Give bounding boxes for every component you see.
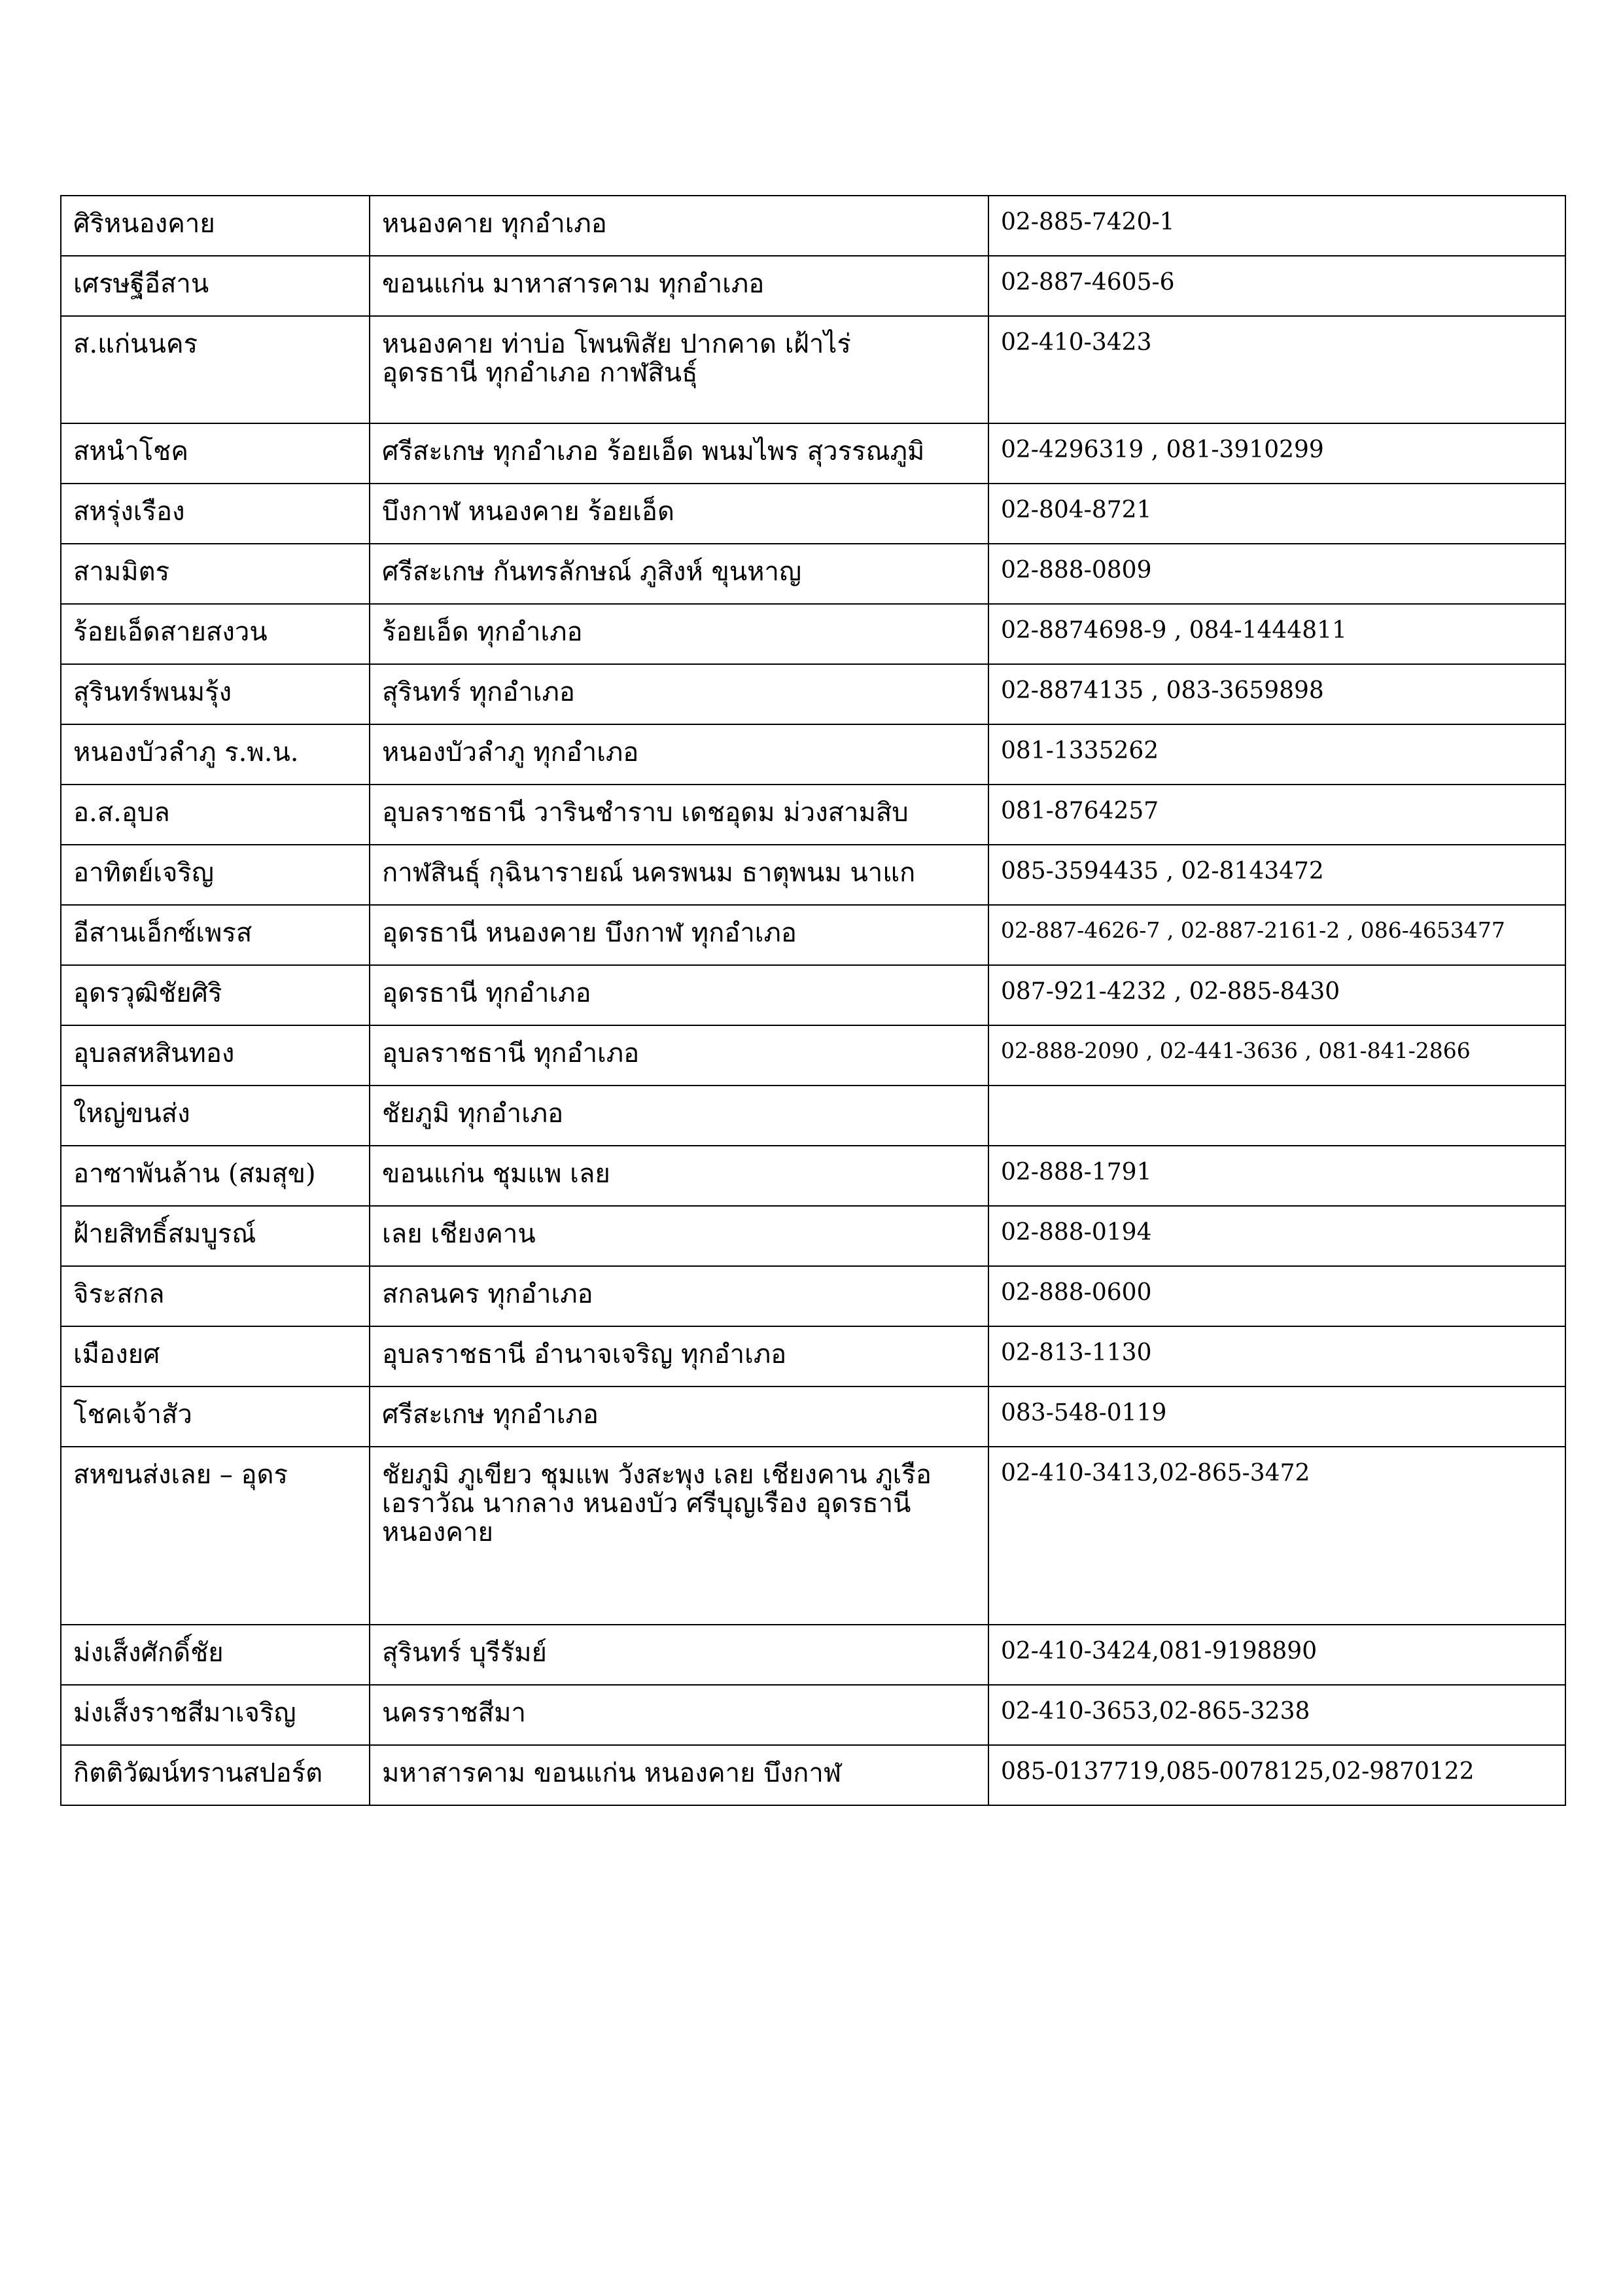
table-row — [61, 724, 1565, 785]
table-row — [61, 544, 1565, 604]
table-row — [61, 1685, 1565, 1745]
route-cell — [370, 1745, 988, 1805]
route-line: สุรินทร์ บุรีรัมย์ — [382, 1638, 547, 1668]
phone-cell: 02-887-4605-6 — [988, 256, 1565, 316]
phone-cell: 02-888-1791 — [988, 1146, 1565, 1206]
route-cell — [370, 724, 988, 785]
company-name-cell: สหขนส่งเลย – อุดร — [61, 1447, 370, 1625]
route-cell — [370, 1206, 988, 1266]
phone-cell: 02-410-3653,02-865-3238 — [988, 1685, 1565, 1745]
table-row — [61, 664, 1565, 724]
table-row — [61, 256, 1565, 316]
table-row — [61, 1266, 1565, 1326]
route-line: ศรีสะเกษ กันทรลักษณ์ ภูสิงห์ ขุนหาญ — [382, 557, 802, 587]
phone-cell — [988, 1086, 1565, 1146]
route-line: ศรีสะเกษ ทุกอำเภอ ร้อยเอ็ด พนมไพร สุวรรณภูมิ — [382, 436, 925, 467]
route-line: ชัยภูมิ ภูเขียว ชุมแพ วังสะพุง เลย เชียงคาน ภูเรือ — [382, 1460, 932, 1490]
route-cell — [370, 544, 988, 604]
company-name-cell: เศรษฐีอีสาน — [61, 256, 370, 316]
phone-cell: 02-410-3423 — [988, 316, 1565, 423]
route-line: อุบลราชธานี อำนาจเจริญ ทุกอำเภอ — [382, 1339, 787, 1369]
route-line: อุบลราชธานี วารินชำราบ เดชอุดม ม่วงสามสิบ — [382, 798, 909, 828]
route-line: อุบลราชธานี ทุกอำเภอ — [382, 1038, 640, 1069]
phone-cell: 02-888-2090 , 02-441-3636 , 081-841-2866 — [988, 1025, 1565, 1086]
table-row — [61, 905, 1565, 965]
phone-cell: 087-921-4232 , 02-885-8430 — [988, 965, 1565, 1025]
phone-cell: 02-888-0809 — [988, 544, 1565, 604]
route-cell — [370, 1086, 988, 1146]
company-name-cell: สหนำโชค — [61, 423, 370, 484]
phone-cell: 081-8764257 — [988, 785, 1565, 845]
table-row — [61, 845, 1565, 905]
route-cell — [370, 905, 988, 965]
table-row — [61, 965, 1565, 1025]
company-name-cell: ร้อยเอ็ดสายสงวน — [61, 604, 370, 664]
route-cell — [370, 1386, 988, 1447]
company-name-cell: สุรินทร์พนมรุ้ง — [61, 664, 370, 724]
company-name-cell: ศิริหนองคาย — [61, 196, 370, 256]
company-name-cell: อาซาพันล้าน (สมสุข) — [61, 1146, 370, 1206]
route-cell — [370, 316, 988, 423]
table-row — [61, 196, 1565, 256]
route-cell — [370, 423, 988, 484]
route-line: เลย เชียงคาน — [382, 1219, 536, 1249]
table-row — [61, 316, 1565, 423]
company-name-cell: อาทิตย์เจริญ — [61, 845, 370, 905]
route-cell — [370, 196, 988, 256]
route-line: ขอนแก่น ชุมแพ เลย — [382, 1159, 610, 1189]
route-line: กาฬสินธุ์ กุฉินารายณ์ นครพนม ธาตุพนม นาแก — [382, 858, 916, 888]
company-name-cell: ม่งเส็งราชสีมาเจริญ — [61, 1685, 370, 1745]
route-cell — [370, 1326, 988, 1386]
phone-cell: 02-8874135 , 083-3659898 — [988, 664, 1565, 724]
company-name-cell: ม่งเส็งศักดิ์ชัย — [61, 1625, 370, 1685]
phone-cell: 02-4296319 , 081-3910299 — [988, 423, 1565, 484]
phone-cell: 081-1335262 — [988, 724, 1565, 785]
route-cell — [370, 1025, 988, 1086]
table-row — [61, 484, 1565, 544]
route-cell — [370, 1447, 988, 1625]
company-name-cell: อุบลสหสินทอง — [61, 1025, 370, 1086]
phone-cell: 083-548-0119 — [988, 1386, 1565, 1447]
company-name-cell: ใหญ่ขนส่ง — [61, 1086, 370, 1146]
phone-cell: 02-885-7420-1 — [988, 196, 1565, 256]
company-name-cell: อุดรวุฒิชัยศิริ — [61, 965, 370, 1025]
route-cell — [370, 664, 988, 724]
phone-cell: 02-410-3424,081-9198890 — [988, 1625, 1565, 1685]
table-row — [61, 1326, 1565, 1386]
route-cell — [370, 785, 988, 845]
route-line: ศรีสะเกษ ทุกอำเภอ — [382, 1400, 599, 1430]
table-row — [61, 1625, 1565, 1685]
phone-cell: 02-887-4626-7 , 02-887-2161-2 , 086-4653477 — [988, 905, 1565, 965]
route-line: อุดรธานี ทุกอำเภอ — [382, 978, 591, 1008]
company-name-cell: อีสานเอ็กซ์เพรส — [61, 905, 370, 965]
company-name-cell: ส.แก่นนคร — [61, 316, 370, 423]
route-cell — [370, 845, 988, 905]
route-line: ชัยภูมิ ทุกอำเภอ — [382, 1099, 564, 1129]
phone-cell: 02-813-1130 — [988, 1326, 1565, 1386]
table-row — [61, 1146, 1565, 1206]
company-name-cell: สามมิตร — [61, 544, 370, 604]
route-line: เอราวัณ นากลาง หนองบัว ศรีบุญเรือง อุดรธานี — [382, 1489, 911, 1519]
route-line: อุดรธานี ทุกอำเภอ กาฬสินธุ์ — [382, 358, 698, 388]
company-name-cell: สหรุ่งเรือง — [61, 484, 370, 544]
company-name-cell: จิระสกล — [61, 1266, 370, 1326]
table-row — [61, 1386, 1565, 1447]
route-cell — [370, 1266, 988, 1326]
route-cell — [370, 1146, 988, 1206]
route-line: บึงกาฬ หนองคาย ร้อยเอ็ด — [382, 497, 674, 527]
route-cell — [370, 1625, 988, 1685]
table-body — [61, 196, 1565, 1805]
phone-cell: 02-888-0600 — [988, 1266, 1565, 1326]
transport-company-table — [60, 195, 1566, 1806]
company-name-cell: อ.ส.อุบล — [61, 785, 370, 845]
route-line: ร้อยเอ็ด ทุกอำเภอ — [382, 617, 583, 647]
table-row — [61, 785, 1565, 845]
company-name-cell: กิตติวัฒน์ทรานสปอร์ต — [61, 1745, 370, 1805]
route-line: หนองคาย ทุกอำเภอ — [382, 209, 607, 239]
phone-cell: 02-410-3413,02-865-3472 — [988, 1447, 1565, 1625]
company-name-cell: หนองบัวลำภู ร.พ.น. — [61, 724, 370, 785]
route-cell — [370, 604, 988, 664]
route-line: สกลนคร ทุกอำเภอ — [382, 1279, 593, 1309]
table-row — [61, 1745, 1565, 1805]
route-cell — [370, 1685, 988, 1745]
route-line: สุรินทร์ ทุกอำเภอ — [382, 677, 575, 707]
route-line: หนองคาย ท่าบ่อ โพนพิสัย ปากคาด เฝ้าไร่ — [382, 329, 851, 359]
table-row — [61, 1086, 1565, 1146]
table-row — [61, 604, 1565, 664]
route-cell — [370, 965, 988, 1025]
table-row — [61, 1447, 1565, 1625]
phone-cell: 02-8874698-9 , 084-1444811 — [988, 604, 1565, 664]
route-line: หนองคาย — [382, 1517, 493, 1547]
route-line: อุดรธานี หนองคาย บึงกาฬ ทุกอำเภอ — [382, 918, 797, 948]
phone-cell: 02-888-0194 — [988, 1206, 1565, 1266]
route-line: หนองบัวลำภู ทุกอำเภอ — [382, 737, 639, 768]
phone-cell: 085-0137719,085-0078125,02-9870122 — [988, 1745, 1565, 1805]
phone-cell: 085-3594435 , 02-8143472 — [988, 845, 1565, 905]
route-line: ขอนแก่น มาหาสารคาม ทุกอำเภอ — [382, 269, 765, 299]
route-cell — [370, 256, 988, 316]
route-cell — [370, 484, 988, 544]
route-line: นครราชสีมา — [382, 1698, 526, 1728]
table-row — [61, 1206, 1565, 1266]
company-name-cell: เมืองยศ — [61, 1326, 370, 1386]
phone-cell: 02-804-8721 — [988, 484, 1565, 544]
table-row — [61, 1025, 1565, 1086]
company-name-cell: โชคเจ้าสัว — [61, 1386, 370, 1447]
company-name-cell: ฝ้ายสิทธิ์สมบูรณ์ — [61, 1206, 370, 1266]
route-line: มหาสารคาม ขอนแก่น หนองคาย บึงกาฬ — [382, 1758, 842, 1788]
table-row — [61, 423, 1565, 484]
